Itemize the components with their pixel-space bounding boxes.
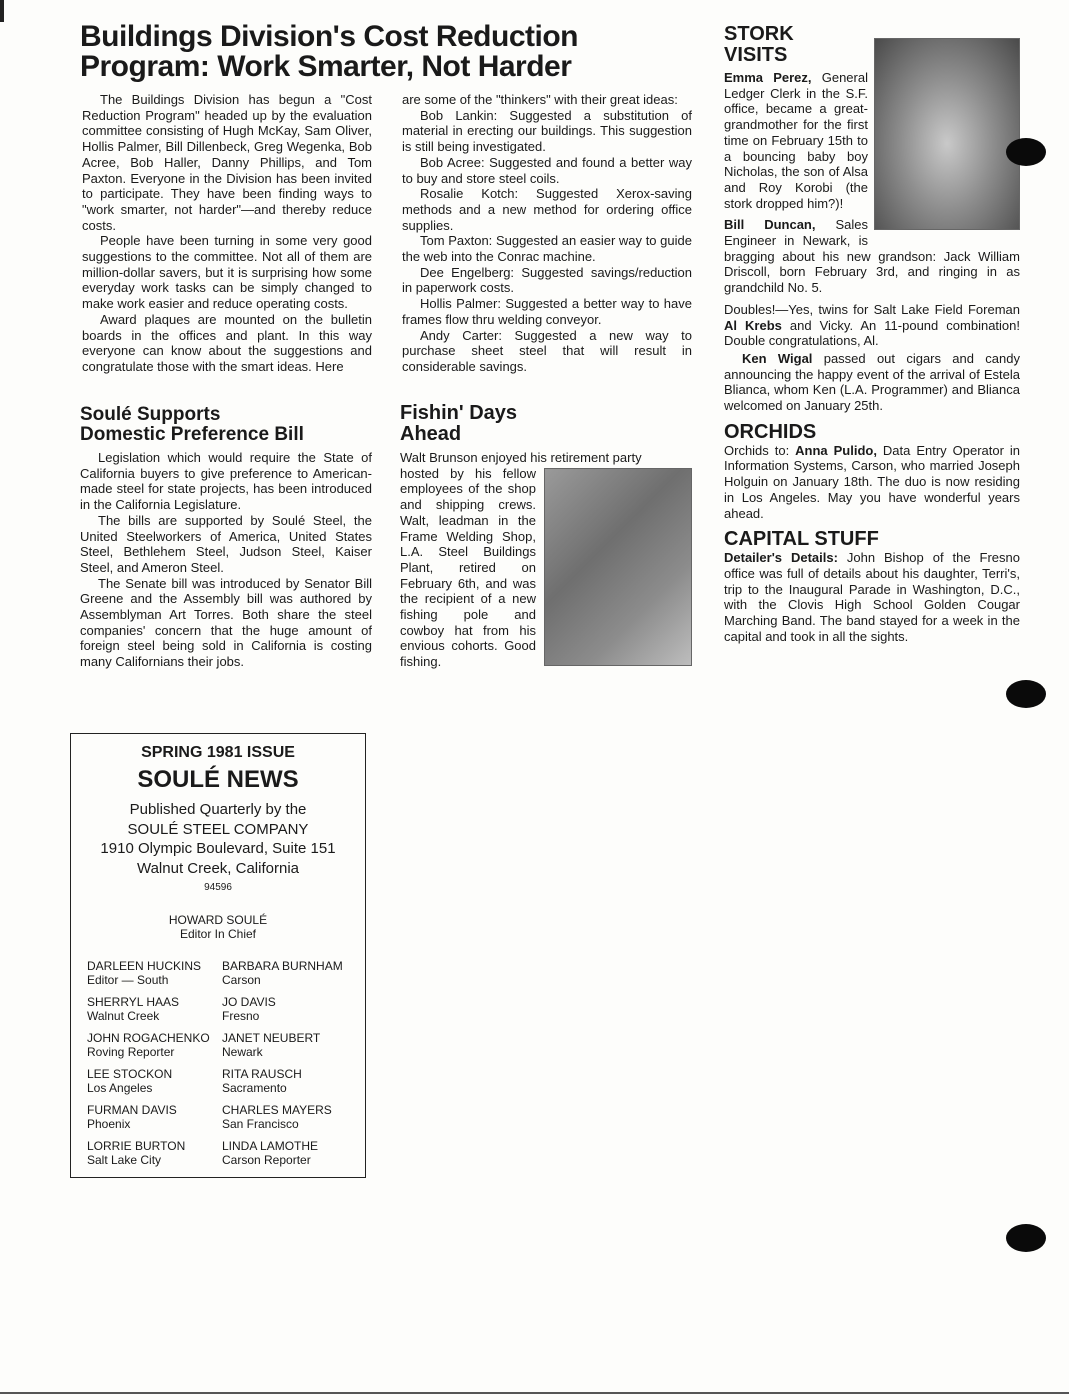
editor-name: HOWARD SOULÉ <box>168 913 268 927</box>
fishin-headline-line1: Fishin' Days <box>400 402 518 424</box>
staff-entry <box>87 995 222 1023</box>
fishin-lead: Walt Brunson enjoyed his retirement party <box>400 450 642 465</box>
stork-item-text: Doubles!—Yes, twins for Salt Lake Field Foreman <box>724 301 1020 317</box>
soule-bill-headline-line2: Domestic Preference Bill <box>80 424 304 445</box>
staff-role: Los Angeles <box>87 1081 153 1095</box>
publisher-info <box>71 800 365 878</box>
staff-role: Phoenix <box>87 1117 131 1131</box>
baby-photo <box>874 38 1020 230</box>
staff-name: JOHN ROGACHENKO <box>87 1031 210 1045</box>
staff-entry <box>87 1067 222 1095</box>
article-paragraph: The Buildings Division has begun a "Cost Reduction Program" headed up by the evaluation committee consisting of Hugh McKay, Sam Oliver, Hollis Palmer, Bill Dillenbeck, Greg Wegenka, Bob Acree, Bob Haller, Danny Phillips, and Tom Paxton. Everyone in the Division has been invited to participate. They have been finding ways to "work smarter, not harder"—and thereby reduce costs. <box>82 92 372 233</box>
capital-text-rest: John Bishop of the Fresno office was full of details about his daughter, Terri's, trip to the Inaugural Parade in Washington, D.C., with the Clovis High School Golden Cougar Marching Band. The band stayed for a week in the capital and took in all the sights. <box>724 550 1020 644</box>
stork-item-text: and Vicky. An 11-pound combination! Double congratulations, Al. <box>724 317 1020 349</box>
lead-headline-line2: Program: Work Smarter, Not Harder <box>80 50 572 83</box>
staff-name: LORRIE BURTON <box>87 1139 186 1153</box>
staff-entry <box>222 1067 357 1095</box>
masthead-box <box>70 733 366 1178</box>
staff-name: LEE STOCKON <box>87 1067 173 1081</box>
publisher-line: 1910 Olympic Boulevard, Suite 151 <box>100 840 336 857</box>
newsletter-name: SOULÉ NEWS <box>137 766 299 793</box>
staff-entry <box>222 1031 357 1059</box>
soule-bill-article <box>80 405 372 670</box>
staff-entry <box>222 995 357 1023</box>
punch-hole <box>1006 680 1046 708</box>
staff-role: Roving Reporter <box>87 1045 175 1059</box>
orchids-text <box>724 443 1020 522</box>
staff-role: Carson Reporter <box>222 1153 311 1167</box>
stork-visits-article <box>724 24 1020 645</box>
suggestion-item: Hollis Palmer: Suggested a better way to have frames flow thru welding conveyor. <box>402 296 692 327</box>
issue-label: SPRING 1981 ISSUE <box>141 744 295 761</box>
punch-hole <box>1006 1224 1046 1252</box>
lead-story-col1 <box>82 92 372 375</box>
fishin-text: hosted by his fellow employees of the shop and shipping crews. Walt, leadman in the Frame Welding Shop, L.A. Steel Buildings Plant, retired on February 6th, and was the recipient of a new fishing pole and cowboy hat from his envious cohorts. Good fishing. <box>400 465 536 670</box>
staff-list <box>87 959 357 1167</box>
publisher-line: SOULÉ STEEL COMPANY <box>127 820 309 838</box>
punch-hole <box>1006 138 1046 166</box>
staff-name: SHERRYL HAAS <box>87 995 180 1009</box>
staff-name: FURMAN DAVIS <box>87 1103 177 1117</box>
staff-entry <box>222 959 357 987</box>
article-paragraph: People have been turning in some very good suggestions to the committee. Not all of them are million-dollar savers, but it is surprising how some everyday work tasks can be simply changed to make work easier and reduce operating costs. <box>82 233 372 312</box>
staff-name: JO DAVIS <box>222 995 276 1009</box>
stork-headline-line2: VISITS <box>724 44 788 66</box>
stork-item <box>724 302 1020 349</box>
person-name: Ken Wigal <box>742 350 813 366</box>
staff-name: JANET NEUBERT <box>222 1031 321 1045</box>
publisher-line: Walnut Creek, California <box>136 859 299 877</box>
article-paragraph: Legislation which would require the State of California buyers to give preference to American-made steel for state projects, has been introduced in the California Legislature. <box>80 450 372 513</box>
stork-item-text: General Ledger Clerk in the S.F. office, became a great-grandmother for the first time on February 15th to a bouncing baby boy Nicholas, the son of Alsa and Roy Korobi (the stork dropped him?)! <box>724 70 868 211</box>
staff-name: DARLEEN HUCKINS <box>87 959 202 973</box>
stork-headline-line1: STORK <box>724 23 794 45</box>
page-edge-mark <box>0 0 4 22</box>
stork-item <box>724 351 1020 414</box>
editor-title: Editor In Chief <box>179 927 257 941</box>
staff-entry <box>87 1031 222 1059</box>
staff-name: LINDA LAMOTHE <box>222 1139 319 1153</box>
orchids-body <box>724 443 1020 522</box>
staff-role: Editor — South <box>87 973 169 987</box>
capital-text <box>724 550 1020 644</box>
staff-name: RITA RAUSCH <box>222 1067 302 1081</box>
orchids-headline: ORCHIDS <box>724 420 817 443</box>
orchids-text-rest: Data Entry Operator in Information Systems, Carson, who married Joseph Holguin on January 18th. The duo is now residing in Los Angeles. May you have wonderful years ahead. <box>724 442 1020 521</box>
fishin-headline-line2: Ahead <box>400 423 462 445</box>
article-paragraph: The bills are supported by Soulé Steel, the United Steelworkers of America, United States Steel, Bethlehem Steel, Judson Steel, Kaiser Steel, and Ameron Steel. <box>80 512 372 575</box>
zip-code: 94596 <box>204 882 232 893</box>
staff-entry <box>87 959 222 987</box>
suggestion-item: Tom Paxton: Suggested an easier way to guide the web into the Conrac machine. <box>402 233 692 265</box>
staff-name: CHARLES MAYERS <box>222 1103 332 1117</box>
soule-bill-headline <box>80 405 372 445</box>
staff-entry <box>87 1139 222 1167</box>
staff-entry <box>87 1103 222 1131</box>
fishin-headline <box>400 403 692 445</box>
soule-bill-body <box>80 450 372 670</box>
suggestion-item: Bob Acree: Suggested and found a better way to buy and store steel coils. <box>402 154 692 186</box>
staff-entry <box>222 1103 357 1131</box>
stork-item-text: passed out cigars and candy announcing the happy event of the arrival of Estela Blianca, whom Ken (L.A. Programmer) and Blianca welcomed on January 25th. <box>724 350 1020 414</box>
walt-brunson-photo <box>544 468 692 666</box>
person-name: Anna Pulido, <box>795 442 877 458</box>
fishin-body <box>400 450 692 670</box>
suggestion-item: Andy Carter: Suggested a new way to purchase sheet steel that will result in considerable savings. <box>402 327 692 374</box>
capital-headline: CAPITAL STUFF <box>724 528 879 551</box>
orchids-text-lead: Orchids to: <box>724 442 796 458</box>
staff-role: Walnut Creek <box>87 1009 160 1023</box>
editor-in-chief <box>71 913 365 941</box>
article-paragraph: The Senate bill was introduced by Senator Bill Greene and the Assembly bill was authored by Assemblyman Art Torres. Both share the steel companies' concern that the huge amount of foreign steel being sold in California is costing many Californians their jobs. <box>80 575 372 670</box>
soule-bill-headline-line1: Soulé Supports <box>80 404 221 425</box>
fishin-article <box>400 403 692 670</box>
lead-headline <box>80 22 700 82</box>
lead-story-col2 <box>402 92 692 375</box>
publisher-line: Published Quarterly by the <box>129 801 307 818</box>
lead-headline-line1: Buildings Division's Cost Reduction <box>80 20 578 53</box>
suggestion-item: Dee Engelberg: Suggested savings/reduction in paperwork costs. <box>402 264 692 296</box>
staff-entry <box>222 1139 357 1167</box>
person-name: Al Krebs <box>724 317 782 333</box>
article-paragraph: are some of the "thinkers" with their great ideas: <box>402 92 678 107</box>
page-edge-mark <box>0 1392 1069 1394</box>
article-paragraph: Award plaques are mounted on the bulletin boards in the offices and plant. In this way everyone can know about the suggestions and congratulate those with the smart ideas. Here <box>82 311 372 374</box>
capital-body <box>724 550 1020 644</box>
person-name: Bill Duncan, <box>724 217 816 233</box>
stork-item-text: Sales Engineer in Newark, is bragging about his new grandson: Jack William Driscoll, born February 3rd, and ringing in as grandchild No. 5. <box>724 217 1020 296</box>
staff-role: Carson <box>222 973 261 987</box>
staff-role: Sacramento <box>222 1081 287 1095</box>
staff-role: Salt Lake City <box>87 1153 162 1167</box>
suggestion-item: Rosalie Kotch: Suggested Xerox-saving methods and a new method for ordering office supplies. <box>402 186 692 233</box>
capital-lead: Detailer's Details: <box>724 550 838 566</box>
staff-role: Fresno <box>222 1009 260 1023</box>
staff-role: San Francisco <box>222 1117 299 1131</box>
person-name: Emma Perez, <box>724 70 812 85</box>
suggestion-item: Bob Lankin: Suggested a substitution of material in erecting our buildings. This suggestion is still being investigated. <box>402 107 692 155</box>
staff-role: Newark <box>222 1045 263 1059</box>
staff-name: BARBARA BURNHAM <box>222 959 343 973</box>
